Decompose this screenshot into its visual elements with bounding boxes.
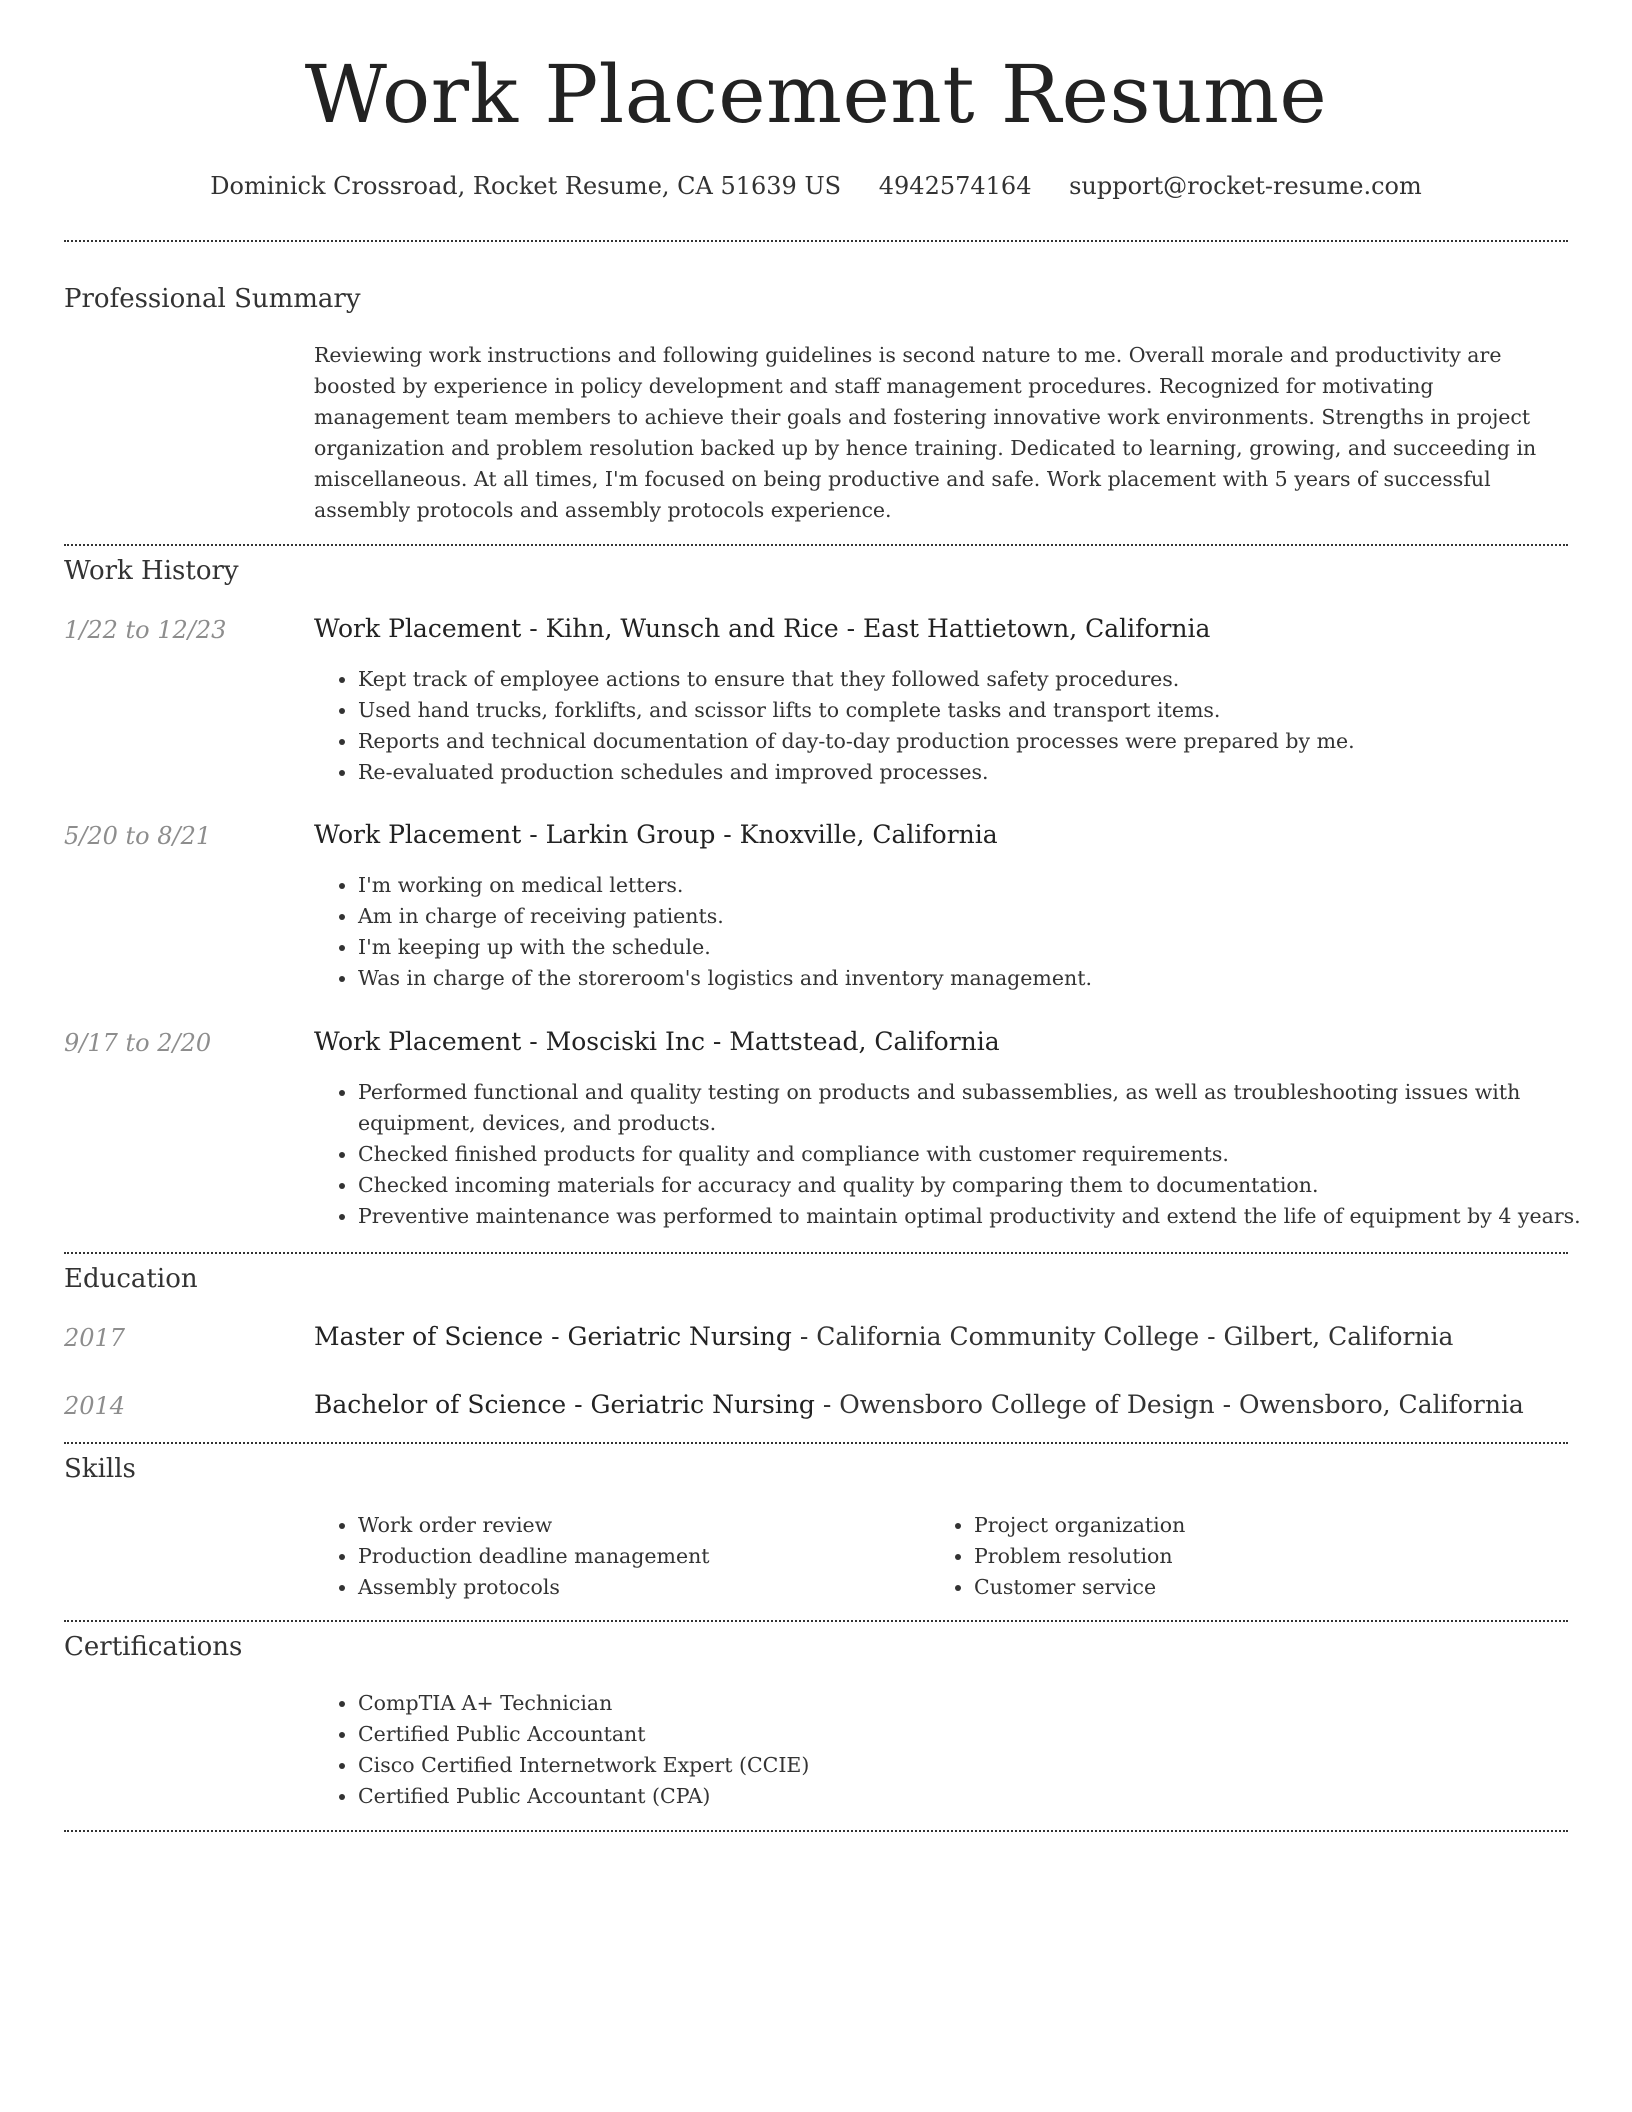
list-item: • Assembly protocols: [358, 1572, 918, 1603]
education-degree: Master of Science - Geriatric Nursing: [314, 1322, 792, 1351]
education-heading: Education: [64, 1264, 198, 1294]
list-item: • Used hand trucks, forklifts, and scissor lifts to complete tasks and transport items.: [358, 695, 1612, 726]
skills-list-left: [314, 1510, 918, 1603]
skills-list-right: [930, 1510, 1534, 1603]
education-entry: [314, 1322, 1453, 1351]
job-title: Work Placement - Kihn, Wunsch and Rice - East Hattietown, California: [314, 614, 1211, 643]
job-title: Work Placement - Larkin Group - Knoxville, California: [314, 820, 998, 849]
list-item: • Was in charge of the storeroom's logistics and inventory management.: [358, 963, 1612, 994]
job-bullets: [314, 1077, 1612, 1232]
resume-title: Work Placement Resume: [304, 48, 1328, 141]
list-item: • CompTIA A+ Technician: [358, 1688, 1612, 1719]
contact-phone: 4942574164: [878, 172, 1032, 200]
contact-address: Dominick Crossroad, Rocket Resume, CA 51639 US: [210, 172, 842, 200]
summary-text: Reviewing work instructions and following guidelines is second nature to me. Overall morale and productivity are boosted by experience in policy development and staff management procedures. Recognized for motivating management team members to achieve their goals and fostering innovative work environments. Strengths in project organization and problem resolution backed up by hence training. Dedicated to learning, growing, and succeeding in miscellaneous. At all times, I'm focused on being productive and safe. Work placement with 5 years of successful assembly protocols and assembly protocols experience.: [314, 343, 1537, 522]
divider: [64, 1620, 1568, 1622]
education-entry: [314, 1390, 1524, 1419]
list-item: • Customer service: [974, 1572, 1534, 1603]
job-title: Work Placement - Mosciski Inc - Mattstead, California: [314, 1027, 1000, 1056]
job-bullets: [314, 870, 1612, 994]
list-item: • Work order review: [358, 1510, 918, 1541]
job-dates: 1/22 to 12/23: [64, 616, 227, 644]
summary-heading: Professional Summary: [64, 284, 361, 314]
list-item: • Certified Public Accountant: [358, 1719, 1612, 1750]
education-year: 2014: [64, 1392, 126, 1420]
list-item: • Re-evaluated production schedules and improved processes.: [358, 757, 1612, 788]
list-item: • I'm keeping up with the schedule.: [358, 932, 1612, 963]
skills-heading: Skills: [64, 1454, 136, 1484]
contact-line: [0, 172, 1632, 200]
divider: [64, 240, 1568, 242]
list-item: • I'm working on medical letters.: [358, 870, 1612, 901]
job-bullets: [314, 664, 1612, 788]
list-item: • Cisco Certified Internetwork Expert (CCIE): [358, 1750, 1612, 1781]
job-dates: 5/20 to 8/21: [64, 822, 212, 850]
education-year: 2017: [64, 1324, 126, 1352]
list-item: • Production deadline management: [358, 1541, 918, 1572]
certifications-heading: Certifications: [64, 1632, 243, 1662]
divider: [64, 1830, 1568, 1832]
list-item: • Preventive maintenance was performed to maintain optimal productivity and extend the life of equipment by 4 years.: [358, 1201, 1612, 1232]
contact-email: support@rocket-resume.com: [1069, 172, 1422, 200]
list-item: • Reports and technical documentation of day-to-day production processes were prepared by me.: [358, 726, 1612, 757]
list-item: • Certified Public Accountant (CPA): [358, 1781, 1612, 1812]
education-school: - Owensboro College of Design - Owensboro, California: [814, 1390, 1524, 1419]
list-item: • Problem resolution: [974, 1541, 1534, 1572]
list-item: • Am in charge of receiving patients.: [358, 901, 1612, 932]
list-item: • Checked finished products for quality and compliance with customer requirements.: [358, 1139, 1612, 1170]
education-school: - California Community College - Gilbert, California: [791, 1322, 1454, 1351]
divider: [64, 544, 1568, 546]
list-item: • Project organization: [974, 1510, 1534, 1541]
list-item: • Checked incoming materials for accuracy and quality by comparing them to documentation.: [358, 1170, 1612, 1201]
list-item: • Performed functional and quality testing on products and subassemblies, as well as troubleshooting issues with equipment, devices, and products.: [358, 1077, 1612, 1139]
divider: [64, 1252, 1568, 1254]
divider: [64, 1442, 1568, 1444]
work-history-heading: Work History: [64, 556, 239, 586]
certifications-list: [314, 1688, 1612, 1812]
education-degree: Bachelor of Science - Geriatric Nursing: [314, 1390, 815, 1419]
list-item: • Kept track of employee actions to ensure that they followed safety procedures.: [358, 664, 1612, 695]
job-dates: 9/17 to 2/20: [64, 1029, 212, 1057]
